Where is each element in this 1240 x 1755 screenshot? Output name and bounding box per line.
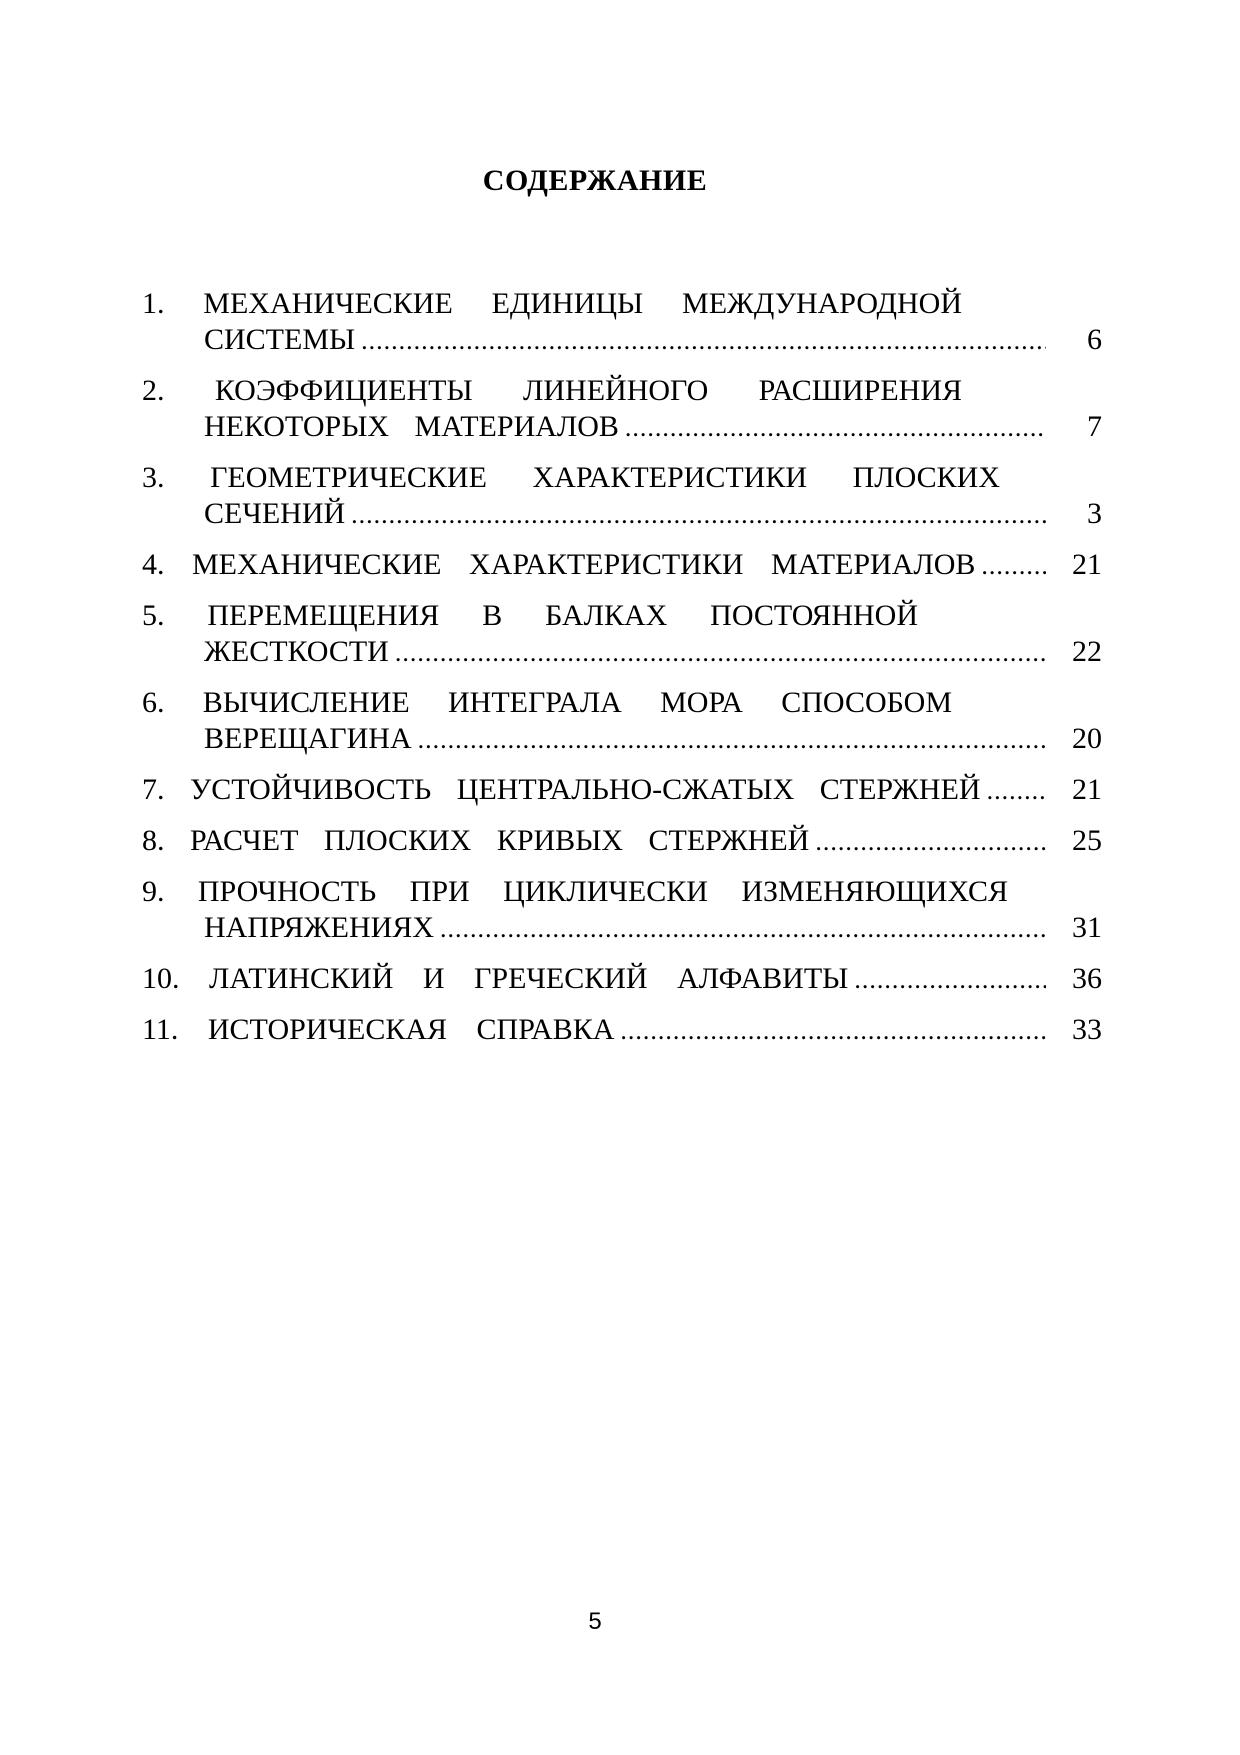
toc-entry-title: 11. ИСТОРИЧЕСКАЯ СПРАВКА — [142, 1013, 615, 1046]
toc-entry-title: 4. МЕХАНИЧЕСКИЕ ХАРАКТЕРИСТИКИ МАТЕРИАЛОВ — [142, 548, 976, 581]
toc-page-number: 36 — [1072, 962, 1102, 995]
toc-page-number: 25 — [1072, 824, 1102, 857]
dot-leader — [440, 911, 1046, 947]
toc-entry[interactable] — [142, 460, 1102, 533]
toc-entry-title: 9. ПРОЧНОСТЬ ПРИ ЦИКЛИЧЕСКИ ИЗМЕНЯЮЩИХСЯ — [142, 875, 1008, 908]
dot-leader — [351, 497, 1046, 533]
toc-entry-title-continued: ВЕРЕЩАГИНА — [204, 722, 412, 755]
toc-entry-title: 5. ПЕРЕМЕЩЕНИЯ В БАЛКАХ ПОСТОЯННОЙ — [142, 599, 918, 632]
toc-page-number: 3 — [1087, 497, 1102, 530]
dot-leader — [625, 410, 1046, 446]
toc-entry[interactable] — [142, 286, 1102, 359]
toc-entry-title-continued: НЕКОТОРЫХ МАТЕРИАЛОВ — [204, 410, 619, 443]
toc-entry-title: 3. ГЕОМЕТРИЧЕСКИЕ ХАРАКТЕРИСТИКИ ПЛОСКИХ — [142, 461, 1000, 494]
toc-entry-title-continued: СИСТЕМЫ — [204, 323, 356, 356]
dot-leader — [418, 722, 1046, 758]
toc-entry-title: 8. РАСЧЕТ ПЛОСКИХ КРИВЫХ СТЕРЖНЕЙ — [142, 824, 810, 857]
toc-entry-title-continued: НАПРЯЖЕНИЯХ — [204, 911, 435, 944]
toc-page-number: 22 — [1072, 635, 1102, 668]
dot-leader — [395, 635, 1046, 671]
toc-page-number: 21 — [1072, 773, 1102, 806]
toc-page-number: 7 — [1087, 410, 1102, 443]
toc-page-number: 20 — [1072, 722, 1102, 755]
toc-page-number: 31 — [1072, 911, 1102, 944]
toc-entry[interactable] — [142, 772, 1102, 809]
dot-leader — [361, 323, 1046, 359]
toc-entry[interactable] — [142, 685, 1102, 758]
toc-entry-title-continued: СЕЧЕНИЙ — [204, 497, 346, 530]
toc-entry[interactable] — [142, 874, 1102, 947]
dot-leader — [981, 548, 1046, 584]
toc-entry[interactable] — [142, 547, 1102, 584]
dot-leader — [620, 1013, 1046, 1049]
toc-entry[interactable] — [142, 1012, 1102, 1049]
toc-page-number: 21 — [1072, 548, 1102, 581]
page-title: СОДЕРЖАНИЕ — [482, 164, 708, 197]
dot-leader — [987, 773, 1046, 809]
dot-leader — [854, 962, 1046, 998]
toc-page-number: 6 — [1087, 323, 1102, 356]
toc-entry-title: 2. КОЭФФИЦИЕНТЫ ЛИНЕЙНОГО РАСШИРЕНИЯ — [142, 374, 962, 407]
dot-leader — [815, 824, 1046, 860]
toc-entry-title: 10. ЛАТИНСКИЙ И ГРЕЧЕСКИЙ АЛФАВИТЫ — [142, 962, 849, 995]
table-of-contents — [142, 286, 1102, 1063]
toc-entry[interactable] — [142, 373, 1102, 446]
toc-entry[interactable] — [142, 598, 1102, 671]
toc-entry-title: 1. МЕХАНИЧЕСКИЕ ЕДИНИЦЫ МЕЖДУНАРОДНОЙ — [142, 287, 962, 320]
toc-page-number: 33 — [1072, 1013, 1102, 1046]
toc-entry-title: 7. УСТОЙЧИВОСТЬ ЦЕНТРАЛЬНО-СЖАТЫХ СТЕРЖНЕЙ — [142, 773, 981, 806]
toc-entry[interactable] — [142, 823, 1102, 860]
toc-entry[interactable] — [142, 961, 1102, 998]
toc-entry-title: 6. ВЫЧИСЛЕНИЕ ИНТЕГРАЛА МОРА СПОСОБОМ — [142, 686, 952, 719]
toc-entry-title-continued: ЖЕСТКОСТИ — [204, 635, 389, 668]
page-number: 5 — [588, 1608, 602, 1635]
